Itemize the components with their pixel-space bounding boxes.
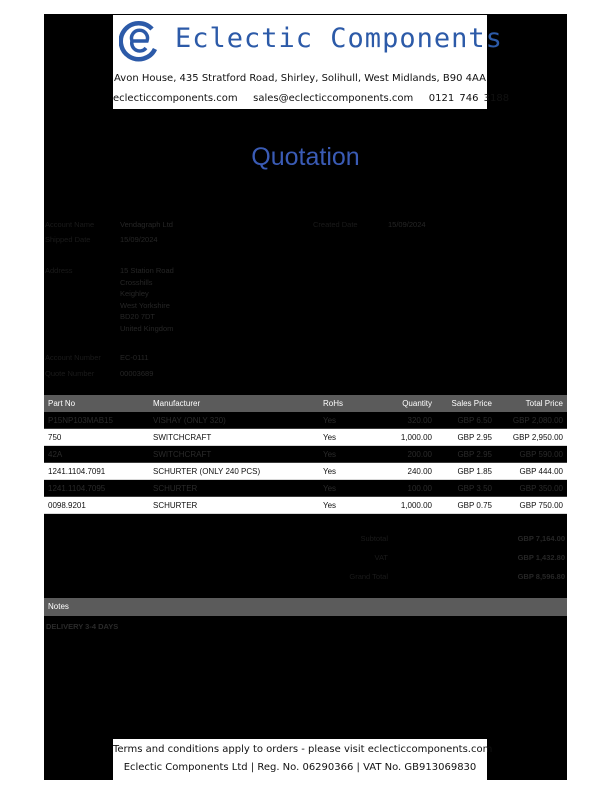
company-address: Avon House, 435 Stratford Road, Shirley, Solihull, West Midlands, B90 4AA — [114, 73, 486, 84]
company-letterhead — [113, 15, 510, 109]
total-price-cell: GBP 350.00 — [496, 480, 567, 497]
shipped-date-label: Shipped Date — [45, 235, 91, 244]
manufacturer-cell: SCHURTER — [149, 480, 319, 497]
address-label: Address — [45, 266, 73, 275]
notes-header — [44, 598, 567, 616]
address-line: Keighley — [120, 289, 149, 298]
manufacturer-cell: VISHAY (ONLY 320) — [149, 412, 319, 429]
quantity-cell: 320.00 — [364, 412, 436, 429]
rohs-cell: Yes — [319, 412, 364, 429]
total-price-cell: GBP 444.00 — [496, 463, 567, 480]
sales-price-cell: GBP 6.50 — [436, 412, 496, 429]
quantity-cell: 240.00 — [364, 463, 436, 480]
company-phone: 0121 746 3188 — [428, 93, 510, 104]
address-line: BD20 7DT — [120, 312, 156, 321]
header-quantity: Quantity — [364, 395, 436, 412]
account-name-label: Account Name — [45, 220, 95, 229]
company-email[interactable]: sales@eclecticcomponents.com — [253, 93, 414, 104]
vat-label: VAT — [374, 553, 388, 562]
quantity-cell: 100.00 — [364, 480, 436, 497]
total-price-cell: GBP 2,080.00 — [496, 412, 567, 429]
rohs-cell: Yes — [319, 497, 364, 514]
subtotal-label: Subtotal — [360, 534, 388, 543]
sales-price-cell: GBP 0.75 — [436, 497, 496, 514]
line-items-table — [44, 395, 567, 514]
vat-value: GBP 1,432.80 — [517, 553, 565, 562]
quantity-cell: 1,000.00 — [364, 497, 436, 514]
subtotal-value: GBP 7,164.00 — [517, 534, 565, 543]
sales-price-cell: GBP 2.95 — [436, 446, 496, 463]
sales-price-cell: GBP 2.95 — [436, 429, 496, 446]
quantity-cell: 1,000.00 — [364, 429, 436, 446]
header-rohs: RoHs — [319, 395, 364, 412]
address-block — [120, 265, 174, 334]
rohs-cell: Yes — [319, 480, 364, 497]
total-price-cell: GBP 750.00 — [496, 497, 567, 514]
table-row — [44, 463, 567, 480]
header-total-price: Total Price — [496, 395, 567, 412]
sales-price-cell: GBP 3.50 — [436, 480, 496, 497]
footer-terms: Terms and conditions apply to orders - please visit eclecticcomponents.com — [113, 744, 493, 755]
created-date-value: 15/09/2024 — [388, 220, 426, 229]
part-no-cell: P15NP103MAB15 — [44, 412, 149, 429]
part-no-cell: 750 — [44, 429, 149, 446]
notes-text: DELIVERY 3-4 DAYS — [46, 622, 119, 631]
eclectic-logo-icon — [119, 19, 159, 63]
rohs-cell: Yes — [319, 446, 364, 463]
address-line: 15 Station Road — [120, 266, 174, 275]
page-footer — [113, 739, 493, 780]
table-header-row — [44, 395, 567, 412]
company-website[interactable]: eclecticcomponents.com — [113, 93, 238, 104]
company-name: Eclectic Components — [175, 23, 503, 54]
account-name-value: Vendagraph Ltd — [120, 220, 173, 229]
rohs-cell: Yes — [319, 429, 364, 446]
table-row — [44, 412, 567, 429]
header-part-no: Part No — [44, 395, 149, 412]
sales-price-cell: GBP 1.85 — [436, 463, 496, 480]
total-price-cell: GBP 590.00 — [496, 446, 567, 463]
part-no-cell: 1241.1104.7095 — [44, 480, 149, 497]
header-sales-price: Sales Price — [436, 395, 496, 412]
part-no-cell: 1241.1104.7091 — [44, 463, 149, 480]
manufacturer-cell: SCHURTER (ONLY 240 PCS) — [149, 463, 319, 480]
table-row — [44, 497, 567, 514]
company-contact — [113, 93, 510, 104]
table-row — [44, 446, 567, 463]
table-row — [44, 480, 567, 497]
address-line: West Yorkshire — [120, 300, 170, 310]
total-price-cell: GBP 2,950.00 — [496, 429, 567, 446]
created-date-label: Created Date — [313, 220, 358, 229]
account-number-value: EC-0111 — [120, 353, 149, 362]
grand-total-label: Grand Total — [349, 572, 388, 581]
part-no-cell: 42A — [44, 446, 149, 463]
footer-registration: Eclectic Components Ltd | Reg. No. 06290366 | VAT No. GB913069830 — [123, 762, 477, 773]
manufacturer-cell: SWITCHCRAFT — [149, 446, 319, 463]
grand-total-value: GBP 8,596.80 — [517, 572, 565, 581]
rohs-cell: Yes — [319, 463, 364, 480]
quote-number-label: Quote Number — [45, 369, 95, 378]
manufacturer-cell: SCHURTER — [149, 497, 319, 514]
table-row — [44, 429, 567, 446]
account-number-label: Account Number — [45, 353, 101, 362]
notes-label: Notes — [48, 602, 69, 611]
quantity-cell: 200.00 — [364, 446, 436, 463]
manufacturer-cell: SWITCHCRAFT — [149, 429, 319, 446]
header-manufacturer: Manufacturer — [149, 395, 319, 412]
address-line: Crosshills — [120, 277, 153, 287]
document-title: Quotation — [251, 143, 360, 171]
part-no-cell: 0098.9201 — [44, 497, 149, 514]
address-line: United Kingdom — [120, 323, 174, 333]
quote-number-value: 00003689 — [120, 369, 154, 378]
shipped-date-value: 15/09/2024 — [120, 235, 158, 244]
